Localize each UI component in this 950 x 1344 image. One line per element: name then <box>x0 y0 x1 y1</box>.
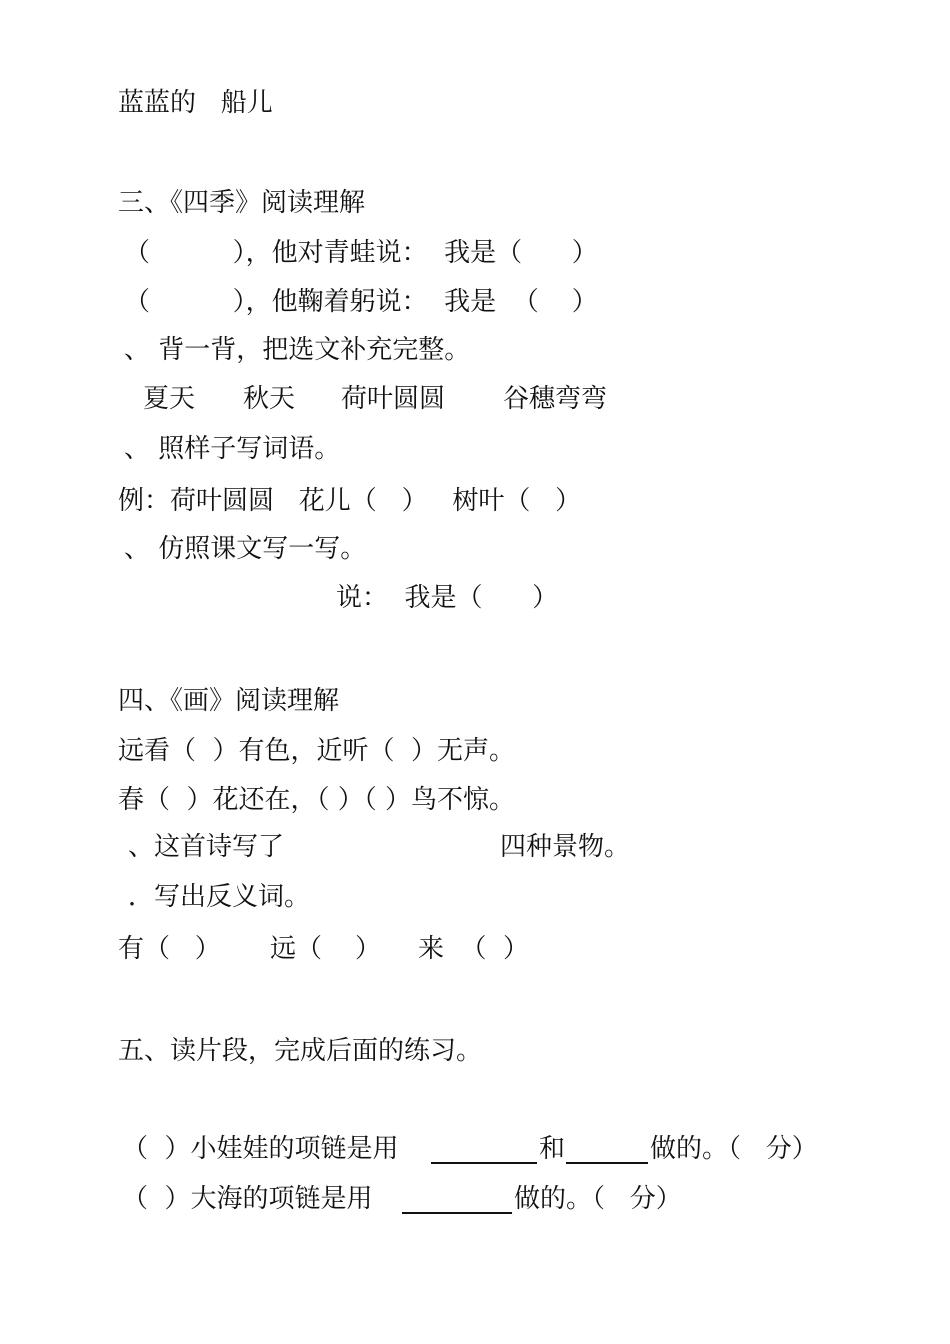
question-text: 、 背一背，把选文补充完整。 <box>124 335 471 365</box>
section4-title: 四、《画》阅读理解 <box>118 686 340 716</box>
answer-blank[interactable] <box>402 1212 512 1214</box>
example-text: 例：荷叶圆圆 花儿（ ） 树叶（ ） <box>118 486 582 516</box>
intro-line <box>0 86 273 120</box>
word-option: 秋天 <box>243 384 296 414</box>
question-text: 做的。（ 分） <box>514 1184 682 1214</box>
section3-question-3 <box>0 333 471 367</box>
section4-question-1 <box>0 830 631 864</box>
antonym-item: 远（ ） <box>270 934 382 964</box>
section3-fill-line <box>0 581 559 615</box>
section5-question-1 <box>0 1132 818 1166</box>
section3-word-options <box>0 382 608 416</box>
section3-heading <box>0 186 366 220</box>
section3-title: 三、《四季》阅读理解 <box>118 188 366 218</box>
word-option: 谷穗弯弯 <box>503 384 608 414</box>
section3-question-1 <box>0 236 598 270</box>
section4-heading <box>0 684 340 718</box>
section5-title: 五、读片段，完成后面的练习。 <box>118 1036 483 1066</box>
question-text: 、这首诗写了 <box>128 832 285 862</box>
poem-line-1 <box>0 734 516 768</box>
question-text: 四种景物。 <box>500 832 631 862</box>
poem-line-2 <box>0 783 516 817</box>
section5-heading <box>0 1034 483 1068</box>
section3-question-2 <box>0 285 598 319</box>
answer-blank[interactable] <box>431 1162 537 1164</box>
word-option: 夏天 <box>143 384 196 414</box>
antonym-item: 有（ ） <box>118 934 221 964</box>
intro-text: 蓝蓝的 船儿 <box>118 88 273 118</box>
question-text: （ ）大海的项链是用 <box>122 1184 373 1214</box>
poem-text: 春（ ）花还在，（ ）（ ）鸟不惊。 <box>118 785 516 815</box>
section3-question-5 <box>0 532 367 566</box>
section3-question-4 <box>0 432 341 466</box>
answer-blank[interactable] <box>566 1162 648 1164</box>
section3-example <box>0 484 582 518</box>
section5-question-2 <box>0 1182 682 1216</box>
question-text: （ ），他对青蛙说： 我是（ ） <box>124 238 598 268</box>
question-text: ．写出反义词。 <box>128 882 311 912</box>
antonym-row <box>0 932 530 966</box>
fill-text: 说： 我是（ ） <box>336 583 559 613</box>
word-option: 荷叶圆圆 <box>341 384 446 414</box>
question-text: 和 <box>539 1134 566 1164</box>
question-text: （ ），他鞠着躬说： 我是 （ ） <box>124 287 598 317</box>
question-text: 、 仿照课文写一写。 <box>124 534 367 564</box>
section4-question-2 <box>0 880 311 914</box>
poem-text: 远看（ ）有色，近听（ ）无声。 <box>118 736 516 766</box>
antonym-item: 来 （ ） <box>418 934 530 964</box>
question-text: 、 照样子写词语。 <box>124 434 341 464</box>
question-text: （ ）小娃娃的项链是用 <box>122 1134 399 1164</box>
question-text: 做的。（ 分） <box>650 1134 818 1164</box>
